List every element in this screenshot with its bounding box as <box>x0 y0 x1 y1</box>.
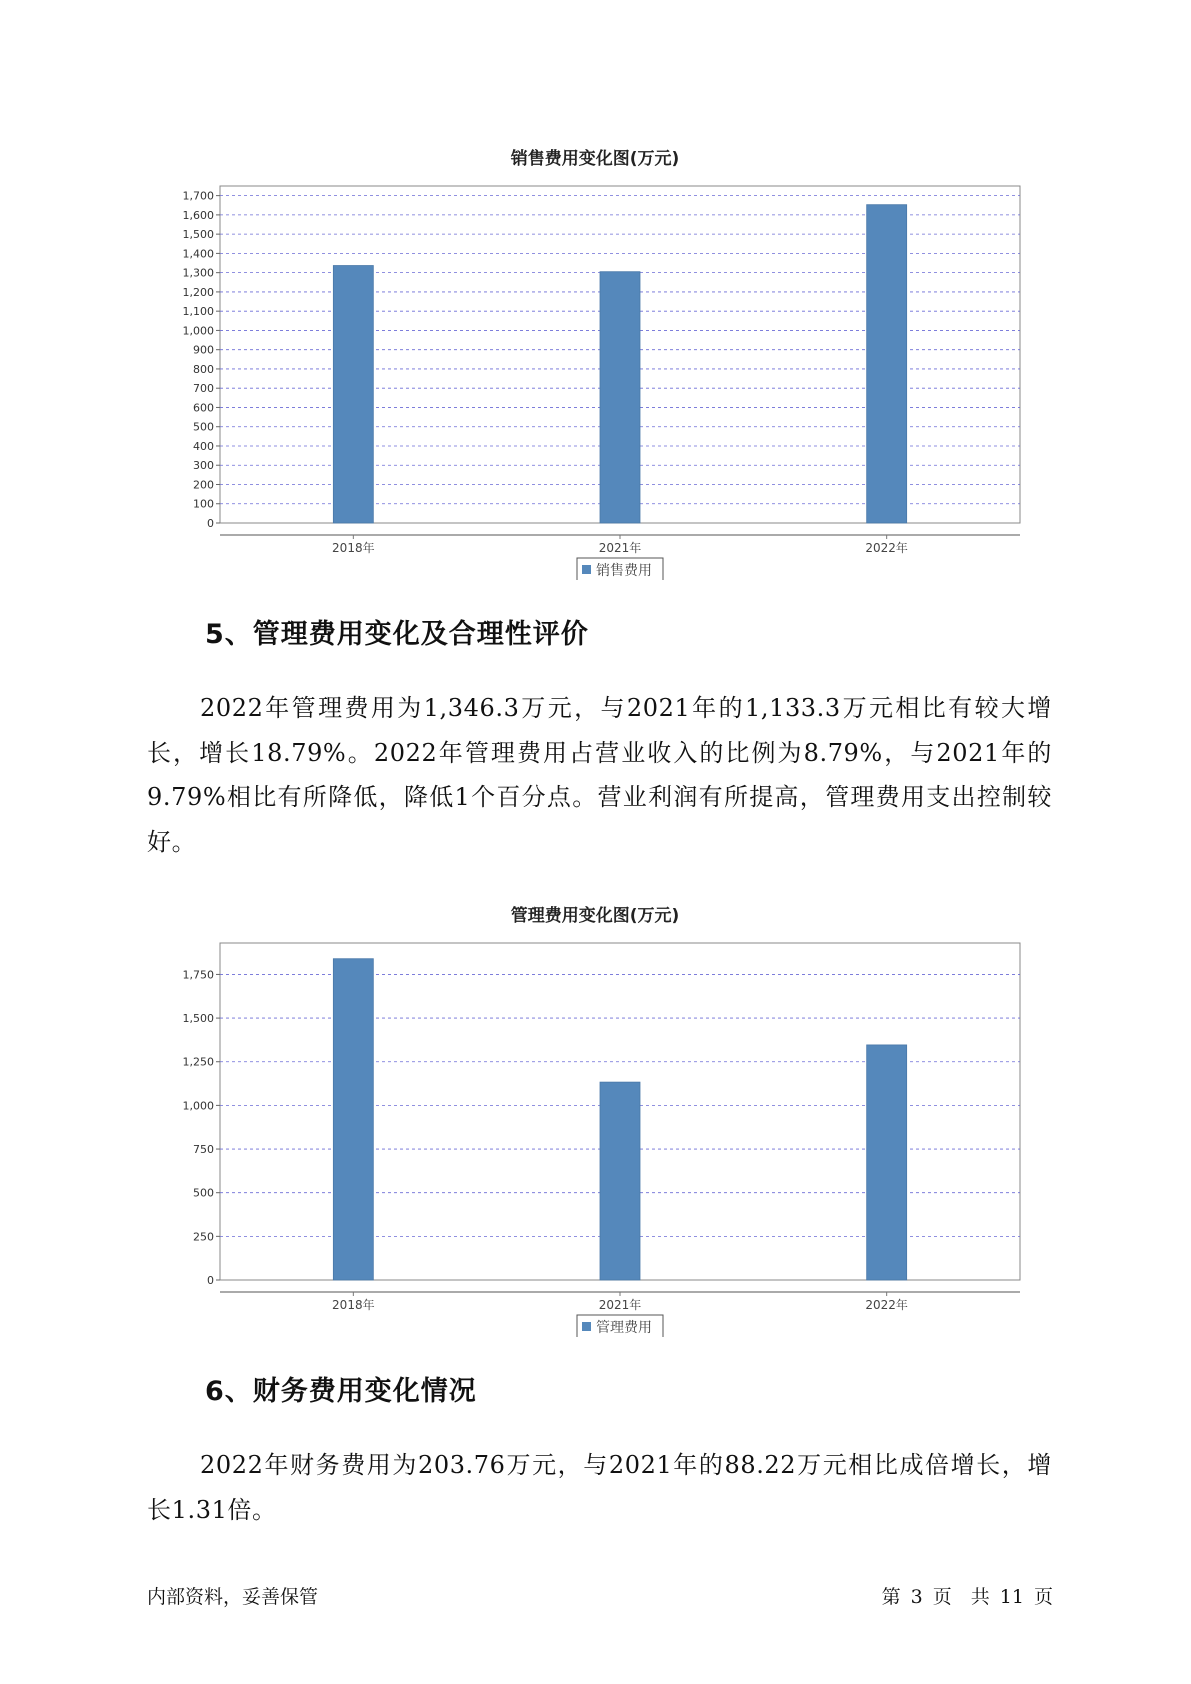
y-tick-label: 1,000 <box>182 324 214 338</box>
y-tick-label: 0 <box>207 517 214 530</box>
y-tick-label: 1,500 <box>182 228 214 242</box>
y-tick-label: 1,700 <box>182 189 214 203</box>
y-tick-label: 900 <box>193 343 214 357</box>
bar <box>333 959 373 1280</box>
footer-confidential-note: 内部资料，妥善保管 <box>147 1586 319 1608</box>
sales-expense-plot <box>150 140 1040 580</box>
y-tick-label: 1,000 <box>182 1099 214 1113</box>
legend <box>577 1315 663 1337</box>
y-tick-label: 1,250 <box>182 1055 214 1069</box>
x-tick-label: 2022年 <box>865 541 908 555</box>
legend <box>577 558 663 580</box>
y-tick-label: 700 <box>193 382 214 396</box>
legend-swatch <box>582 565 591 574</box>
chart-title: 销售费用变化图(万元) <box>510 149 680 169</box>
y-tick-label: 250 <box>193 1230 214 1244</box>
legend-label: 管理费用 <box>596 1320 652 1336</box>
y-tick-label: 1,200 <box>182 285 214 299</box>
y-tick-label: 750 <box>193 1143 214 1157</box>
y-tick-label: 200 <box>193 478 214 492</box>
x-tick-label: 2021年 <box>598 1298 642 1312</box>
y-tick-label: 1,600 <box>182 208 214 222</box>
footer-page-number: 第 3 页 共 11 页 <box>881 1586 1053 1608</box>
bar <box>867 1045 907 1280</box>
x-tick-label: 2018年 <box>332 541 375 555</box>
chart-title: 管理费用变化图(万元) <box>510 906 680 926</box>
y-tick-label: 100 <box>193 497 214 511</box>
y-tick-label: 400 <box>193 439 214 453</box>
y-tick-label: 1,500 <box>182 1012 214 1026</box>
section-heading: 5、管理费用变化及合理性评价 <box>205 619 589 650</box>
sales-expense-chart <box>150 140 1040 580</box>
y-tick-label: 1,400 <box>182 247 214 261</box>
y-tick-label: 0 <box>207 1274 214 1287</box>
legend-label: 销售费用 <box>596 563 652 579</box>
management-expense-chart <box>150 897 1040 1337</box>
y-tick-label: 300 <box>193 459 214 473</box>
y-tick-label: 500 <box>193 1186 214 1200</box>
x-tick-label: 2018年 <box>332 1298 375 1312</box>
legend-swatch <box>582 1322 591 1331</box>
bar <box>867 205 907 523</box>
bar <box>600 1082 640 1280</box>
section-paragraph: 2022年管理费用为1,346.3万元，与2021年的1,133.3万元相比有较大增长，增长18.79%。2022年管理费用占营业收入的比例为8.79%，与2021年的9.79%相比有所降低，降低1个百分点。营业利润有所提高，管理费用支出控制较好。 <box>147 694 1052 856</box>
bar <box>333 266 373 523</box>
section-paragraph: 2022年财务费用为203.76万元，与2021年的88.22万元相比成倍增长，增长1.31倍。 <box>147 1451 1052 1524</box>
x-tick-label: 2021年 <box>598 541 642 555</box>
management-expense-plot <box>150 897 1040 1337</box>
y-tick-label: 1,100 <box>182 305 214 319</box>
y-tick-label: 600 <box>193 401 214 415</box>
y-tick-label: 800 <box>193 362 214 376</box>
section-heading: 6、财务费用变化情况 <box>205 1376 477 1407</box>
x-tick-label: 2022年 <box>865 1298 908 1312</box>
bar <box>600 272 640 523</box>
y-tick-label: 500 <box>193 420 214 434</box>
y-tick-label: 1,300 <box>182 266 214 280</box>
y-tick-label: 1,750 <box>182 968 214 982</box>
